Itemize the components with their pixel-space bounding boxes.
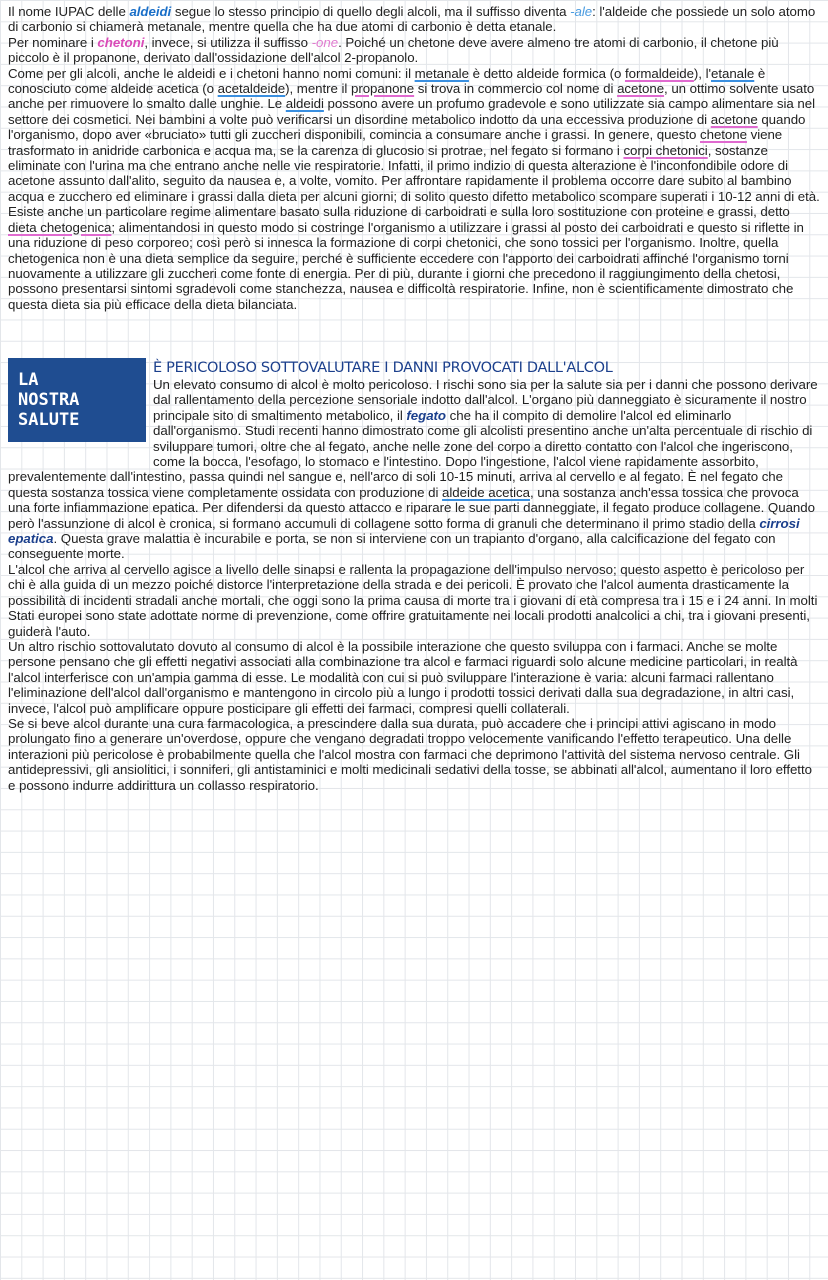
text-run: Come per gli alcoli, anche le aldeidi e i chetoni hanno nomi comuni: il <box>8 65 415 81</box>
text-run: : l'aldeide che possiede un solo atomo di carbonio si chiamerà metanale, mentre quella che ha due atomi di carbonio è detta etanale. <box>8 4 816 35</box>
paragraph-cura: Se si beve alcol durante una cura farmacologica, a prescindere dalla sua durata, può accadere che i principi attivi agiscano in modo prolungato fino a generare un'overdose, oppure che vengano degradati troppo velocemente vanificando l'effetto terapeutico. Una delle interazioni più pericolose è probabilmente quella che l'alcol mostra con farmaci che deprimono l'attività del sistema nervoso centrale. Gli antidepressivi, gli ansiolitici, i sonniferi, gli antistaminici e molti medicinali sedativi della tosse, se abbinati all'alcol, aumentano il loro effetto e possono indurre addirittura un collasso respiratorio. <box>8 715 812 793</box>
suffix-ale: -ale <box>570 4 593 19</box>
keyword-aldeidi: aldeidi <box>129 4 172 19</box>
text-run: , invece, si utilizza il suffisso <box>144 34 312 50</box>
text-run: Il nome IUPAC delle <box>8 4 130 19</box>
keyword-chetoni: chetoni <box>97 34 145 50</box>
paragraph-nomi-comuni <box>8 66 820 313</box>
underlined-term: aldeide acetica <box>442 484 531 500</box>
paragraph-aldeidi <box>8 4 820 35</box>
text-run: ; alimentandosi in questo modo si costringe l'organismo a utilizzare i grassi al posto dei carboidrati e questo si riflette in una riduzione di peso corporeo; così però si innesca la formazione di corpi chetonici, che sono tossici per l'organismo. Inoltre, quella chetogenica non è una dieta semplice da seguire, perché è sufficiente eccedere con l'apporto dei carboidrati affinché l'organismo torni nuovamente a utilizzare gli zuccheri come fonte di energia. Per di più, durante i giorni che precedono il raggiungimento della chetosi, possono presentarsi sintomi sgradevoli come stanchezza, nausea e difficoltà respiratorie. Infine, non è scientificamente dimostrato che questa dieta sia più efficace della dieta bilanciata. <box>8 219 804 312</box>
section-title: È PERICOLOSO SOTTOVALUTARE I DANNI PROVOCATI DALL'ALCOL <box>153 360 613 376</box>
underlined-term: chetone <box>700 127 747 143</box>
underlined-term: metanale <box>414 65 469 81</box>
underlined-term: dieta chetogenica <box>8 219 112 235</box>
text-run: è conosciuto come aldeide acetica (o <box>8 65 766 97</box>
keyword-cirrosi: cirrosi epatica <box>8 515 800 547</box>
text-run: ), l' <box>693 65 711 81</box>
badge-line: LA <box>18 370 39 390</box>
paragraph-farmaci: Un altro rischio sottovalutato dovuto al consumo di alcol è la possibile interazione che questo sviluppa con i farmaci. Anche se molte persone pensano che gli effetti negativi associati alla combinazione tra alcol e farmaci riguardi solo alcune medicine particolari, in realtà l'alcol interferisce con un'ampia gamma di esse. Le modalità con cui si può sviluppare l'interazione è varia: alcuni farmaci rallentano l'eliminazione dell'alcol dall'organismo e mantengono in circolo più a lungo i prodotti tossici derivati dalla sua degradazione, in altri casi, invece, l'alcol può amplificare oppure posticipare gli effetti dei farmaci, compresi quelli collaterali. <box>8 638 798 716</box>
text-run: possono avere un profumo gradevole e sono utilizzate sia campo alimentare sia nel settore dei cosmetici. Nei bambini a volte può verificarsi un disordine metabolico indotto da una eccessiva produzione di <box>8 96 816 127</box>
underlined-term: acetone <box>617 81 665 97</box>
text-run: . Questa grave malattia è incurabile e porta, se non si interviene con un trapianto d'organo, alla calcificazione del fegato con conseguente morte. <box>8 531 776 562</box>
health-text <box>8 377 820 793</box>
underlined-term: formaldeide <box>624 65 694 81</box>
text-run: ), mentre il <box>285 81 351 97</box>
badge-spacer <box>8 377 153 461</box>
text-run: , sostanze eliminate con l'urina ma che entrano anche nelle vie respiratorie. Infatti, il primo indizio di questa alterazione è l'inconfondibile odore di acetone assunto dall'alito, seguito da nausea e, a volte, vomito. Per affrontare rapidamente il problema occorre dare subito al bambino acqua e zucchero ed eliminare i grassi dalla dieta per alcuni giorni; di solito questo difetto metabolico scompare superati i 10-12 anni di età. Esiste anche un particolare regime alimentare basato sulla riduzione di carboidrati e sulla loro sostituzione con proteine e grassi, detto <box>8 142 820 220</box>
text-run: viene trasformato in anidride carbonica e acqua ma, se la carenza di glucosio si protrae, nel fegato si formano i <box>8 127 783 158</box>
paragraph-chetoni <box>8 35 820 66</box>
keyword-fegato: fegato <box>406 407 446 423</box>
text-run: quando l'organismo, dopo aver «bruciato» tutti gli zuccheri disponibili, comincia a consumare anche i grassi. In genere, questo <box>8 111 806 143</box>
text-run: che ha il compito di demolire l'alcol ed eliminarlo dall'organismo. Studi recenti hanno dimostrato come gli alcolisti presentino anche un'alta percentuale di rischio di sviluppare tumori, oltre che al fegato, anche nelle zone del corpo a diretto contatto con l'alcol che ingeriscono, come la bocca, l'esofago, lo stomaco e l'intestino. Dopo l'ingestione, l'alcol viene rapidamente assorbito, prevalentemente dall'intestino, passa quindi nel sangue e, nell'arco di soli 10-15 minuti, arriva al cervello e al fegato. È nel fegato che questa sostanza tossica viene completamente ossidata con produzione di <box>8 407 813 500</box>
text-run: segue lo stesso principio di quello degli alcoli, ma il suffisso diventa <box>171 4 571 19</box>
underlined-term: acetaldeide <box>217 81 286 97</box>
badge-line: SALUTE <box>18 410 80 430</box>
text-run: , un ottimo solvente usato anche per rimuovere lo smalto dalle unghie. Le <box>8 81 815 112</box>
underlined-term: aldeidi <box>285 96 324 112</box>
underlined-term: acetone <box>710 111 758 127</box>
intro-text <box>8 4 820 312</box>
underlined-term: etanale <box>710 65 755 81</box>
badge-line: NOSTRA <box>18 390 80 410</box>
text-run: Un elevato consumo di alcol è molto pericoloso. I rischi sono sia per la salute sia per i danni che possono derivare dal rallentamento della percezione sensoriale indotto dall'alcol. L'organo più danneggiato è sicuramente il nostro principale sito di smaltimento metabolico, il <box>153 377 818 423</box>
text-run: Per nominare i <box>8 34 98 50</box>
text-run: , una sostanza anch'essa tossica che provoca una forte infiammazione epatica. Per difendersi da questo attacco e riparare le sue parti danneggiate, il fegato produce collagene. Quando però l'assunzione di alcol è cronica, si formano accumuli di collagene sotto forma di granuli che determinano il primo stadio della <box>8 484 815 531</box>
underlined-term: corpi chetonici <box>623 142 708 158</box>
text-run: è detto aldeide formica (o <box>468 65 625 81</box>
underlined-term: propanone <box>350 81 415 97</box>
suffix-one: -one <box>311 34 339 50</box>
paragraph-cervello: L'alcol che arriva al cervello agisce a livello delle sinapsi e rallenta la propagazione dell'impulso nervoso; questo aspetto è pericoloso per chi è alla guida di un mezzo poiché distorce l'interpretazione della strada e dei pericoli. È provato che l'alcol aumenta drasticamente la possibilità di incidenti stradali anche mortali, che oggi sono la prima causa di morte tra i giovani di età compresa tra i 15 e i 24 anni. In molti Stati europei sono state adottate norme di prevenzione, come offrire gratuitamente nei locali prodotti analcolici a chi, tra i giovani presenti, guiderà l'auto. <box>8 561 818 639</box>
text-run: si trova in commercio col nome di <box>414 81 618 97</box>
text-run: . Poiché un chetone deve avere almeno tre atomi di carbonio, il chetone più piccolo è il propanone, derivato dall'ossidazione dell'alcol 2-propanolo. <box>8 34 779 66</box>
